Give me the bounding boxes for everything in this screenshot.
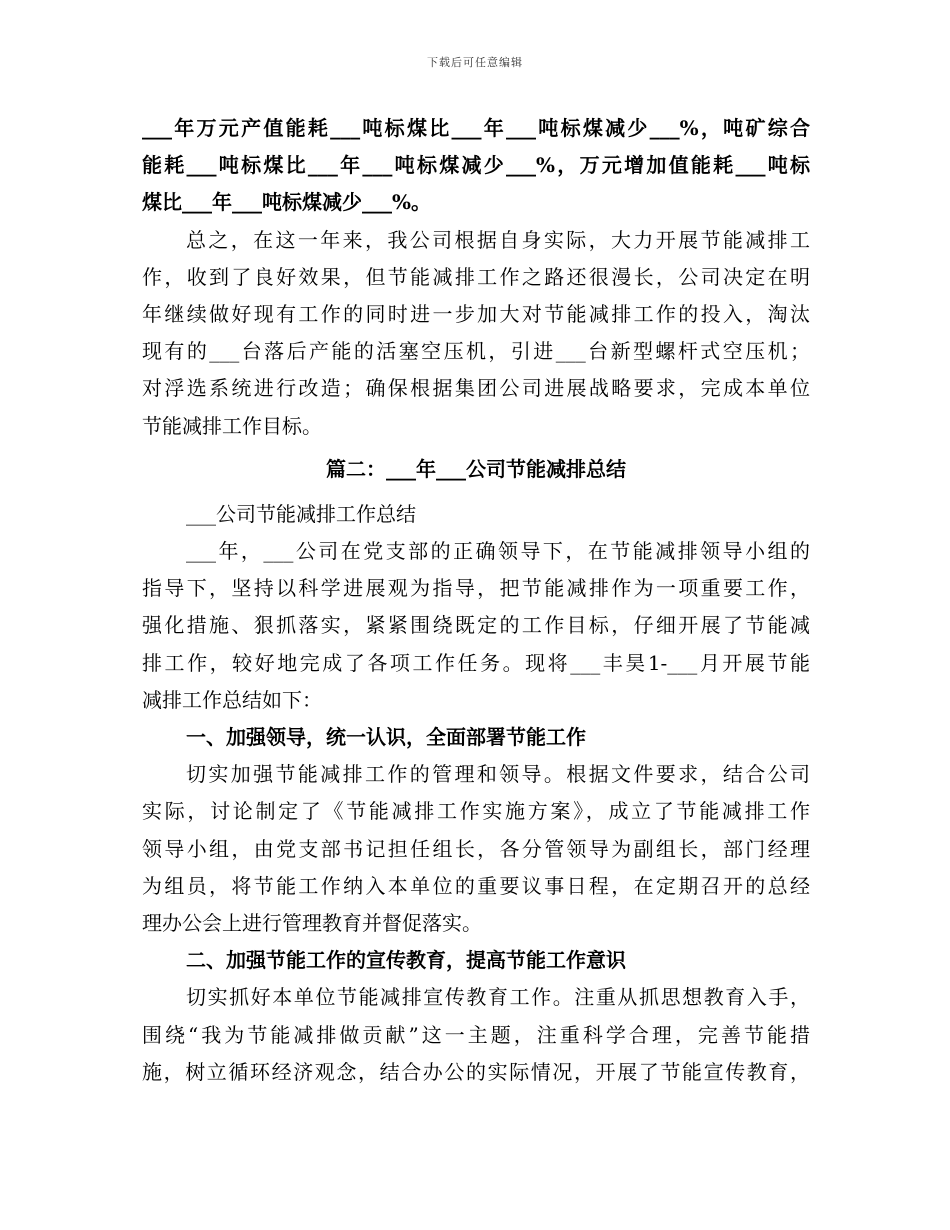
text-line: 排工作，较好地完成了各项工作任务。现将___丰昊1-___月开展节能 [142,650,810,675]
text-line: 为组员，将节能工作纳入本单位的重要议事日程，在定期召开的总经 [142,873,810,898]
text-line: 减排工作总结如下： [142,687,322,712]
text-line: ___年，___公司在党支部的正确领导下，在节能减排领导小组的 [186,539,810,564]
page-header: 下载后可任意编辑 [427,56,523,69]
section-title: 篇二：___年___公司节能减排总结 [326,456,626,481]
heading-1: 一、加强领导，统一认识，全面部署节能工作 [186,725,586,749]
text-line: 理办公会上进行管理教育并督促落实。 [142,910,482,935]
document-body [142,110,810,1091]
text-line: 总之，在这一年来，我公司根据自身实际，大力开展节能减排工 [186,227,810,252]
text-line: 现有的___台落后产能的活塞空压机，引进___台新型螺杆式空压机； [142,339,810,364]
heading-2: 二、加强节能工作的宣传教育，提高节能工作意识 [186,948,626,973]
text-line: 节能减排工作目标。 [142,413,322,438]
text-line: 年继续做好现有工作的同时进一步加大对节能减排工作的投入，淘汰 [142,301,810,326]
text-line: 围绕“我为节能减排做贡献”这一主题，注重科学合理，完善节能措 [142,1022,810,1047]
text-line: 强化措施、狠抓落实，紧紧围绕既定的工作目标，仔细开展了节能减 [142,613,810,638]
text-line: 实际，讨论制定了《节能减排工作实施方案》，成立了节能减排工作 [142,799,810,824]
subtitle: ___公司节能减排工作总结 [186,501,416,526]
text-line: 施，树立循环经济观念，结合办公的实际情况，开展了节能宣传教育， [142,1059,810,1084]
text-line: 能耗___吨标煤比___年___吨标煤减少___%，万元增加值能耗___吨标 [142,153,810,178]
text-line: 切实加强节能减排工作的管理和领导。根据文件要求，结合公司 [186,762,810,787]
text-line: ___年万元产值能耗___吨标煤比___年___吨标煤减少___%，吨矿综合 [142,116,810,140]
text-line: 切实抓好本单位节能减排宣传教育工作。注重从抓思想教育入手， [186,985,810,1010]
text-line: 指导下，坚持以科学进展观为指导，把节能减排作为一项重要工作， [142,576,810,601]
text-line: 领导小组，由党支部书记担任组长，各分管领导为副组长，部门经理 [142,836,810,861]
text-line: 作，收到了良好效果，但节能减排工作之路还很漫长，公司决定在明 [142,264,810,289]
text-line: 对浮选系统进行改造；确保根据集团公司进展战略要求，完成本单位 [142,376,810,401]
text-line: 煤比___年___吨标煤减少___%。 [142,190,432,215]
